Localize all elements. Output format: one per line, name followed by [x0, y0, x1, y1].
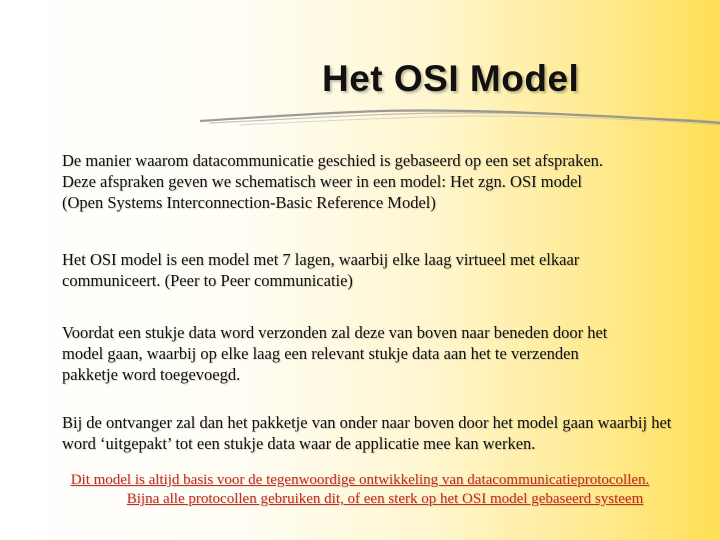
footer-note — [0, 471, 720, 509]
footer-line-1: Dit model is altijd basis voor de tegenwoordige ontwikkeling van datacommunicatieprotocollen. — [70, 472, 650, 488]
paragraph-sending: Voordat een stukje data word verzonden zal deze van boven naar beneden door het model gaan, waarbij op elke laag een relevant stukje data aan het te verzenden pakketje word toegevoegd. — [62, 323, 608, 384]
footer-line-2: Bijna alle protocollen gebruiken dit, of een sterk op het OSI model gebaseerd systeem — [126, 491, 644, 507]
title-underline-stroke — [200, 107, 720, 131]
slide-title: Het OSI Model — [322, 58, 580, 99]
paragraph-seven-layers: Het OSI model is een model met 7 lagen, waarbij elke laag virtueel met elkaar communiceert. (Peer to Peer communicatie) — [62, 250, 580, 290]
paragraph-receiving: Bij de ontvanger zal dan het pakketje van onder naar boven door het model gaan waarbij het word ‘uitgepakt’ tot een stukje data waar de applicatie mee kan werken. — [62, 413, 672, 453]
paragraph-intro: De manier waarom datacommunicatie geschied is gebaseerd op een set afspraken. Deze afspraken geven we schematisch weer in een model: Het zgn. OSI model (Open Systems Interconnection-Basic Reference Model) — [62, 151, 604, 212]
